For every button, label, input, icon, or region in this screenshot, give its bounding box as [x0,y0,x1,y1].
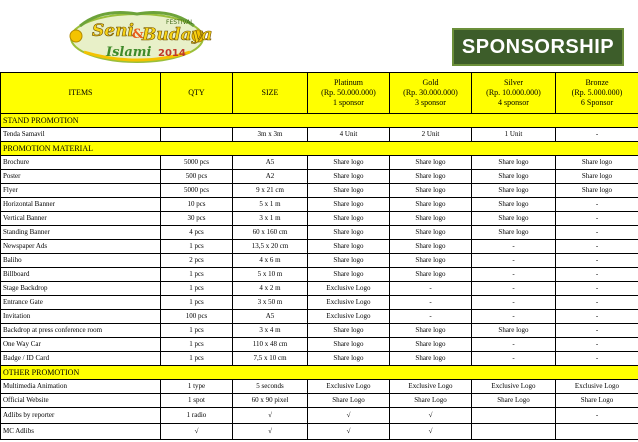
cell-gold: Share logo [390,212,472,226]
cell-item: Stage Backdrop [1,282,161,296]
cell-item: Poster [1,170,161,184]
logo-word-islami: Islami [106,45,152,60]
table-row [1,282,638,296]
cell-platinum: Share logo [308,184,390,198]
cell-qty: 5000 pcs [161,156,233,170]
cell-item: Multimedia Animation [1,380,161,394]
table-row [1,226,638,240]
cell-qty: 10 pcs [161,198,233,212]
cell-qty: 2 pcs [161,254,233,268]
cell-gold: - [390,296,472,310]
cell-gold: Share logo [390,156,472,170]
cell-gold: Share logo [390,226,472,240]
cell-qty: 1 radio [161,408,233,424]
cell-item: Entrance Gate [1,296,161,310]
header-size: SIZE [233,73,308,114]
header-silver-count: 4 sponsor [498,98,529,107]
header-silver [472,73,556,114]
cell-bronze: - [556,282,638,296]
cell-bronze: Share Logo [556,394,638,408]
cell-gold: √ [390,424,472,440]
cell-silver: Share logo [472,324,556,338]
cell-size: 110 x 48 cm [233,338,308,352]
cell-size: 5 x 1 m [233,198,308,212]
cell-silver: - [472,338,556,352]
header-gold-price: (Rp. 30.000.000) [403,88,458,97]
cell-gold: - [390,282,472,296]
cell-silver: - [472,310,556,324]
logo-word-budaya: Budaya [142,25,212,45]
header-qty: QTY [161,73,233,114]
cell-size: A2 [233,170,308,184]
cell-bronze: - [556,226,638,240]
section-other-promotion: OTHER PROMOTION [1,366,638,380]
table-row [1,424,638,440]
cell-qty: 1 pcs [161,338,233,352]
header-row [1,73,638,114]
cell-size: 3 x 50 m [233,296,308,310]
cell-bronze: - [556,310,638,324]
header-gold-name: Gold [422,78,439,87]
cell-item: Vertical Banner [1,212,161,226]
festival-logo-graphic [62,6,212,66]
cell-gold: Share logo [390,338,472,352]
cell-gold: √ [390,408,472,424]
cell-silver: - [472,254,556,268]
cell-size: A5 [233,156,308,170]
cell-qty: 1 pcs [161,240,233,254]
cell-qty: 1 pcs [161,324,233,338]
cell-silver: 1 Unit [472,128,556,142]
cell-bronze: - [556,254,638,268]
cell-platinum: Exclusive Logo [308,282,390,296]
header-bronze-price: (Rp. 5.000.000) [571,88,623,97]
cell-gold: Exclusive Logo [390,380,472,394]
cell-silver: Share logo [472,226,556,240]
table-row [1,212,638,226]
cell-size: 3m x 3m [233,128,308,142]
cell-platinum: Exclusive Logo [308,296,390,310]
header-items: ITEMS [1,73,161,114]
festival-logo [62,6,212,66]
logo-ampersand: & [132,27,144,42]
cell-qty: √ [161,424,233,440]
cell-gold: 2 Unit [390,128,472,142]
cell-qty: 500 pcs [161,170,233,184]
cell-size: 3 x 1 m [233,212,308,226]
sponsorship-title-banner [452,28,624,66]
cell-silver: Share logo [472,212,556,226]
cell-silver: - [472,352,556,366]
cell-size: 3 x 4 m [233,324,308,338]
cell-bronze: - [556,268,638,282]
header-bronze [556,73,638,114]
cell-qty: 5000 pcs [161,184,233,198]
cell-platinum: √ [308,408,390,424]
cell-qty: 100 pcs [161,310,233,324]
cell-bronze: - [556,296,638,310]
cell-qty: 30 pcs [161,212,233,226]
table-row [1,156,638,170]
cell-platinum: Share logo [308,170,390,184]
header-gold-count: 3 sponsor [415,98,446,107]
cell-qty: 1 pcs [161,296,233,310]
cell-platinum: Exclusive Logo [308,380,390,394]
cell-item: Baliho [1,254,161,268]
cell-qty: 1 pcs [161,352,233,366]
cell-bronze: - [556,212,638,226]
cell-size: 5 seconds [233,380,308,394]
cell-size: A5 [233,310,308,324]
cell-platinum: Share logo [308,226,390,240]
cell-item: Horizontal Banner [1,198,161,212]
cell-bronze: - [556,128,638,142]
table-row [1,240,638,254]
cell-item: Backdrop at press conference room [1,324,161,338]
cell-size: 9 x 21 cm [233,184,308,198]
cell-silver: Share logo [472,198,556,212]
cell-item: Standing Banner [1,226,161,240]
cell-bronze: - [556,324,638,338]
cell-silver: Share Logo [472,394,556,408]
cell-bronze: Share logo [556,184,638,198]
header-silver-price: (Rp. 10.000.000) [486,88,541,97]
header-gold [390,73,472,114]
cell-platinum: Share logo [308,352,390,366]
cell-item: One Way Car [1,338,161,352]
logo-word-seni: Seni [92,21,134,41]
table-row [1,352,638,366]
cell-platinum: Share logo [308,198,390,212]
sponsorship-table [0,72,638,440]
table-row [1,310,638,324]
cell-platinum: Exclusive Logo [308,310,390,324]
cell-item: Billboard [1,268,161,282]
cell-bronze: - [556,198,638,212]
cell-bronze: - [556,240,638,254]
cell-size: 4 x 2 m [233,282,308,296]
cell-item: Badge / ID Card [1,352,161,366]
logo-tag: FESTIVAL [166,19,194,26]
cell-platinum: Share logo [308,254,390,268]
cell-platinum: 4 Unit [308,128,390,142]
cell-silver: - [472,282,556,296]
section-promotion-material: PROMOTION MATERIAL [1,142,638,156]
table-row [1,394,638,408]
cell-bronze [556,424,638,440]
cell-qty: 1 type [161,380,233,394]
cell-item: Tenda Samavil [1,128,161,142]
table-row [1,338,638,352]
cell-platinum: Share logo [308,156,390,170]
cell-platinum: Share logo [308,240,390,254]
cell-qty [161,128,233,142]
header-bronze-name: Bronze [585,78,609,87]
table-row [1,268,638,282]
logo-year: 2014 [158,48,186,59]
cell-size: 7,5 x 10 cm [233,352,308,366]
table-row [1,184,638,198]
cell-silver: Share logo [472,156,556,170]
cell-gold: Share logo [390,324,472,338]
header-platinum-count: 1 sponsor [333,98,364,107]
table-row [1,254,638,268]
cell-gold: Share Logo [390,394,472,408]
cell-platinum: √ [308,424,390,440]
cell-bronze: Share logo [556,170,638,184]
header-bronze-count: 6 Sponsor [580,98,614,107]
header-platinum-price: (Rp. 50.000.000) [321,88,376,97]
cell-silver [472,408,556,424]
cell-silver: Share logo [472,170,556,184]
cell-bronze: Exclusive Logo [556,380,638,394]
section-row-other [1,366,638,380]
cell-size: 5 x 10 m [233,268,308,282]
cell-silver: - [472,240,556,254]
table-row [1,380,638,394]
table-row [1,170,638,184]
cell-item: Newspaper Ads [1,240,161,254]
table-row [1,408,638,424]
cell-bronze: - [556,408,638,424]
cell-qty: 1 spot [161,394,233,408]
table-row [1,128,638,142]
table-row [1,198,638,212]
header-silver-name: Silver [503,78,524,87]
cell-item: Invitation [1,310,161,324]
cell-item: MC Adlibs [1,424,161,440]
cell-size: √ [233,424,308,440]
cell-bronze: - [556,338,638,352]
header-platinum-name: Platinum [334,78,363,87]
cell-size: 60 x 90 pixel [233,394,308,408]
table-row [1,324,638,338]
cell-bronze: - [556,352,638,366]
cell-item: Official Website [1,394,161,408]
cell-item: Adlibs by reporter [1,408,161,424]
cell-platinum: Share logo [308,324,390,338]
header-platinum [308,73,390,114]
cell-gold: Share logo [390,268,472,282]
cell-size: 4 x 6 m [233,254,308,268]
cell-gold: Share logo [390,254,472,268]
cell-size: 13,5 x 20 cm [233,240,308,254]
cell-platinum: Share Logo [308,394,390,408]
cell-gold: - [390,310,472,324]
cell-item: Flyer [1,184,161,198]
section-stand-promotion: STAND PROMOTION [1,114,638,128]
cell-silver: Share logo [472,184,556,198]
cell-qty: 4 pcs [161,226,233,240]
cell-qty: 1 pcs [161,268,233,282]
section-row-material [1,142,638,156]
cell-silver: - [472,268,556,282]
cell-platinum: Share logo [308,212,390,226]
cell-qty: 1 pcs [161,282,233,296]
cell-silver: Exclusive Logo [472,380,556,394]
cell-size: √ [233,408,308,424]
section-row-stand [1,114,638,128]
cell-silver: - [472,296,556,310]
cell-bronze: Share logo [556,156,638,170]
cell-gold: Share logo [390,184,472,198]
table-row [1,296,638,310]
cell-gold: Share logo [390,170,472,184]
cell-platinum: Share logo [308,338,390,352]
cell-size: 60 x 160 cm [233,226,308,240]
cell-platinum: Share logo [308,268,390,282]
page-title: SPONSORSHIP [461,35,615,58]
cell-gold: Share logo [390,352,472,366]
cell-gold: Share logo [390,198,472,212]
cell-silver [472,424,556,440]
cell-item: Brochure [1,156,161,170]
cell-gold: Share logo [390,240,472,254]
